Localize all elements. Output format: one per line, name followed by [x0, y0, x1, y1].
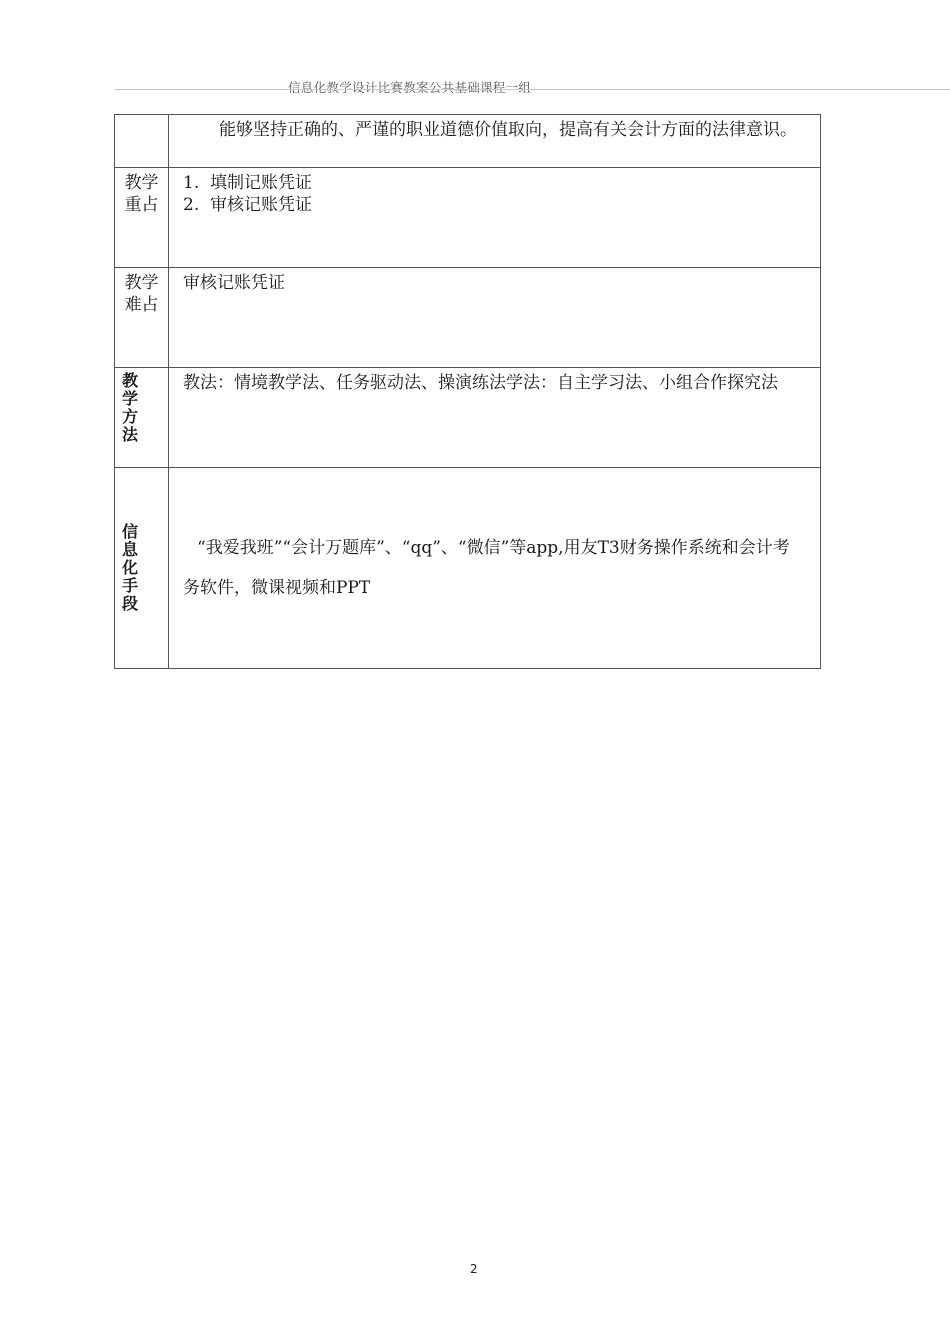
table-row-objective — [115, 115, 821, 168]
objective-label-cell — [115, 115, 169, 168]
difficulties-label — [115, 268, 168, 316]
lesson-plan-table — [114, 114, 821, 669]
it-means-label-char: 手 — [121, 576, 138, 595]
difficulties-label-cell — [115, 268, 169, 368]
key-points-content-cell — [169, 168, 821, 268]
it-means-content-cell — [169, 468, 821, 669]
objective-content-cell — [169, 115, 821, 168]
table-row-it-means — [115, 468, 821, 669]
it-means-label-char: 段 — [121, 594, 138, 613]
page-header-title: 信息化教学设计比赛教案公共基础课程一组 — [288, 80, 532, 95]
key-point-item: 1. 填制记账凭证 — [183, 173, 313, 193]
it-means-label-char: 信 — [121, 522, 138, 541]
methods-label-char: 法 — [121, 425, 138, 444]
difficulties-label-line-1: 教学 — [124, 273, 159, 293]
methods-label-char: 方 — [121, 407, 138, 426]
key-point-item: 2. 审核记账凭证 — [183, 195, 313, 215]
methods-label — [115, 368, 168, 444]
key-points-label-line-1: 教学 — [124, 173, 159, 193]
it-means-label-cell — [115, 468, 169, 669]
it-means-label — [115, 523, 168, 613]
header-rule — [115, 89, 950, 90]
difficulties-text: 审核记账凭证 — [183, 273, 285, 293]
difficulties-content-cell — [169, 268, 821, 368]
methods-content-cell — [169, 368, 821, 468]
table-row-methods — [115, 368, 821, 468]
difficulties-label-line-2: 难占 — [124, 295, 159, 315]
methods-label-char: 教 — [121, 371, 138, 390]
table-row-key-points — [115, 168, 821, 268]
objective-text: 能够坚持正确的、严谨的职业道德价值取向，提高有关会计方面的法律意识。 — [219, 120, 797, 140]
methods-label-char: 学 — [121, 389, 138, 408]
key-points-label-cell — [115, 168, 169, 268]
key-points-label-line-2: 重占 — [124, 195, 159, 215]
table-row-difficulties — [115, 268, 821, 368]
it-means-label-char: 息 — [121, 540, 138, 559]
page-number: 2 — [470, 1262, 478, 1276]
methods-label-cell — [115, 368, 169, 468]
it-means-text: “我爱我班”“会计万题库”、“qq”、“微信”等app,用友T3财务操作系统和会计考务软件，微课视频和PPT — [183, 538, 790, 598]
methods-text: 教法：情境教学法、任务驱动法、操演练法学法：自主学习法、小组合作探究法 — [183, 373, 778, 393]
key-points-label — [115, 168, 168, 216]
it-means-label-char: 化 — [121, 558, 138, 577]
